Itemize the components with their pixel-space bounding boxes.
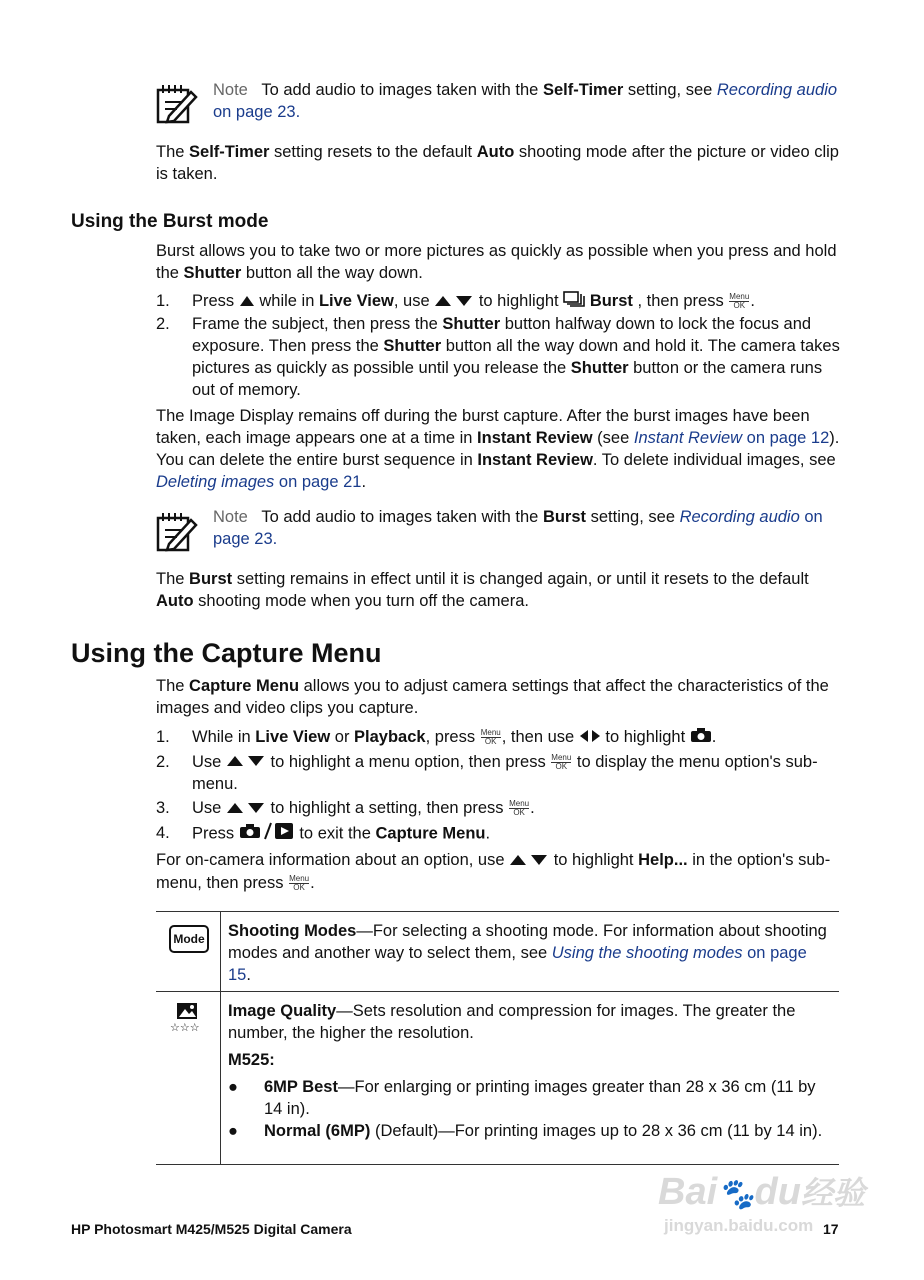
capture-menu-heading: Using the Capture Menu — [71, 638, 382, 668]
footer-title: HP Photosmart M425/M525 Digital Camera — [71, 1221, 352, 1237]
left-right-arrows-icon — [579, 727, 601, 749]
table-icon-cell — [156, 912, 221, 992]
menu-ok-button-icon: Menu OK — [729, 292, 750, 311]
list-item: 3. Use to highlight a setting, then press Menu OK . — [156, 797, 846, 820]
star-rating-icon: ☆☆☆ — [170, 1022, 200, 1034]
link-recording-audio[interactable]: Recording audio on page 23. — [213, 81, 838, 121]
self-timer-paragraph: The Self-Timer setting resets to the default Auto shooting mode after the picture or video clip is taken. — [156, 143, 839, 183]
image-quality-text: Image Quality—Sets resolution and compression for images. The greater the number, the higher the resolution. M525: ● 6MP Best—For enlarging or printing images greater than 28 x 36 cm (11 by 14 in). ● Normal (6MP) (Default)—For printing images up to 28 x 36 cm (11 by 14 in). — [228, 1000, 834, 1142]
note-bold: Self-Timer — [542, 81, 624, 99]
note-pencil-icon — [155, 510, 199, 552]
link-instant-review[interactable]: Instant Review on page 12 — [633, 429, 830, 447]
camera-icon — [690, 727, 712, 749]
capture-menu-table — [156, 911, 839, 1165]
watermark-url: jingyan.baidu.com — [664, 1216, 814, 1235]
up-down-arrows-icon — [226, 751, 266, 773]
burst-icon — [563, 291, 585, 313]
burst-effect-paragraph: The Burst setting remains in effect until it is changed again, or until it resets to the default Auto shooting mode when you turn off the camera. — [156, 570, 809, 610]
help-paragraph: For on-camera information about an option, use to highlight Help... in the option's sub-menu, then press Menu OK . — [156, 851, 831, 892]
note-label: Note — [213, 508, 248, 526]
quality-options-list — [228, 1076, 834, 1142]
table-row — [156, 911, 839, 992]
baidu-watermark-logo: Bai🐾du经验 — [658, 1171, 865, 1213]
note-label: Note — [213, 81, 248, 99]
camera-playback-icon — [239, 822, 295, 846]
up-down-arrows-icon — [509, 850, 549, 872]
table-row — [156, 991, 839, 1165]
up-down-arrows-icon — [434, 291, 474, 313]
mode-icon: Mode — [169, 925, 209, 953]
capture-steps — [156, 726, 846, 846]
note-text: To add audio to images taken with the — [261, 81, 543, 99]
list-item: ● 6MP Best—For enlarging or printing images greater than 28 x 36 cm (11 by 14 in). — [228, 1078, 816, 1118]
note-burst: Note To add audio to images taken with the Burst setting, see Recording audio on page 23. — [213, 508, 823, 548]
note-text: setting, see — [623, 81, 717, 99]
list-item: 1. Press while in Live View, use to highlight Burst , then press Menu OK . — [156, 290, 846, 313]
link-using-shooting-modes[interactable]: Using the shooting modes on page 15 — [228, 944, 807, 984]
shooting-modes-text: Shooting Modes—For selecting a shooting mode. For information about shooting modes and another way to select them, see Using the shooting modes on page 15. — [228, 922, 827, 984]
list-item: ● Normal (6MP) (Default)—For printing images up to 28 x 36 cm (11 by 14 in). — [228, 1122, 823, 1140]
up-arrow-icon — [239, 291, 255, 313]
burst-steps — [156, 290, 846, 401]
list-item: 4. Press to exit the Capture Menu. — [156, 822, 846, 846]
list-item: 1. While in Live View or Playback, press Menu OK , then use to highlight . — [156, 726, 846, 749]
table-icon-cell — [156, 992, 221, 1164]
model-label: M525: — [228, 1051, 275, 1069]
page-number: 17 — [823, 1221, 839, 1237]
menu-ok-button-icon: Menu OK — [509, 799, 530, 818]
list-item: 2. Use to highlight a menu option, then press Menu OK to display the menu option's sub-menu. — [156, 752, 818, 794]
image-display-paragraph: The Image Display remains off during the burst capture. After the burst images have been taken, each image appears one at a time in Instant Review (see Instant Review on page 12). You can delete the entire burst sequence in Instant Review. To delete individual images, see Deleting images on page 21. — [156, 407, 840, 491]
burst-intro: Burst allows you to take two or more pictures as quickly as possible when you press and hold the Shutter button all the way down. — [156, 242, 837, 282]
link-deleting-images[interactable]: Deleting images on page 21 — [156, 473, 362, 491]
up-down-arrows-icon — [226, 798, 266, 820]
list-item: 2. Frame the subject, then press the Shutter button halfway down to lock the focus and exposure. Then press the Shutter button all the way down and hold it. The camera takes pictures as quickly as possible until you release the Shutter button or the camera runs out of memory. — [156, 314, 840, 399]
capture-intro: The Capture Menu allows you to adjust camera settings that affect the characteristics of the images and video clips you capture. — [156, 677, 829, 717]
burst-heading: Using the Burst mode — [71, 211, 269, 232]
link-recording-audio[interactable]: Recording audio on page 23. — [213, 508, 823, 548]
note-pencil-icon — [155, 82, 199, 124]
menu-ok-button-icon: Menu OK — [480, 728, 501, 747]
menu-ok-button-icon: Menu OK — [289, 873, 310, 892]
note-self-timer — [213, 79, 843, 123]
menu-ok-button-icon: Menu OK — [551, 752, 572, 771]
